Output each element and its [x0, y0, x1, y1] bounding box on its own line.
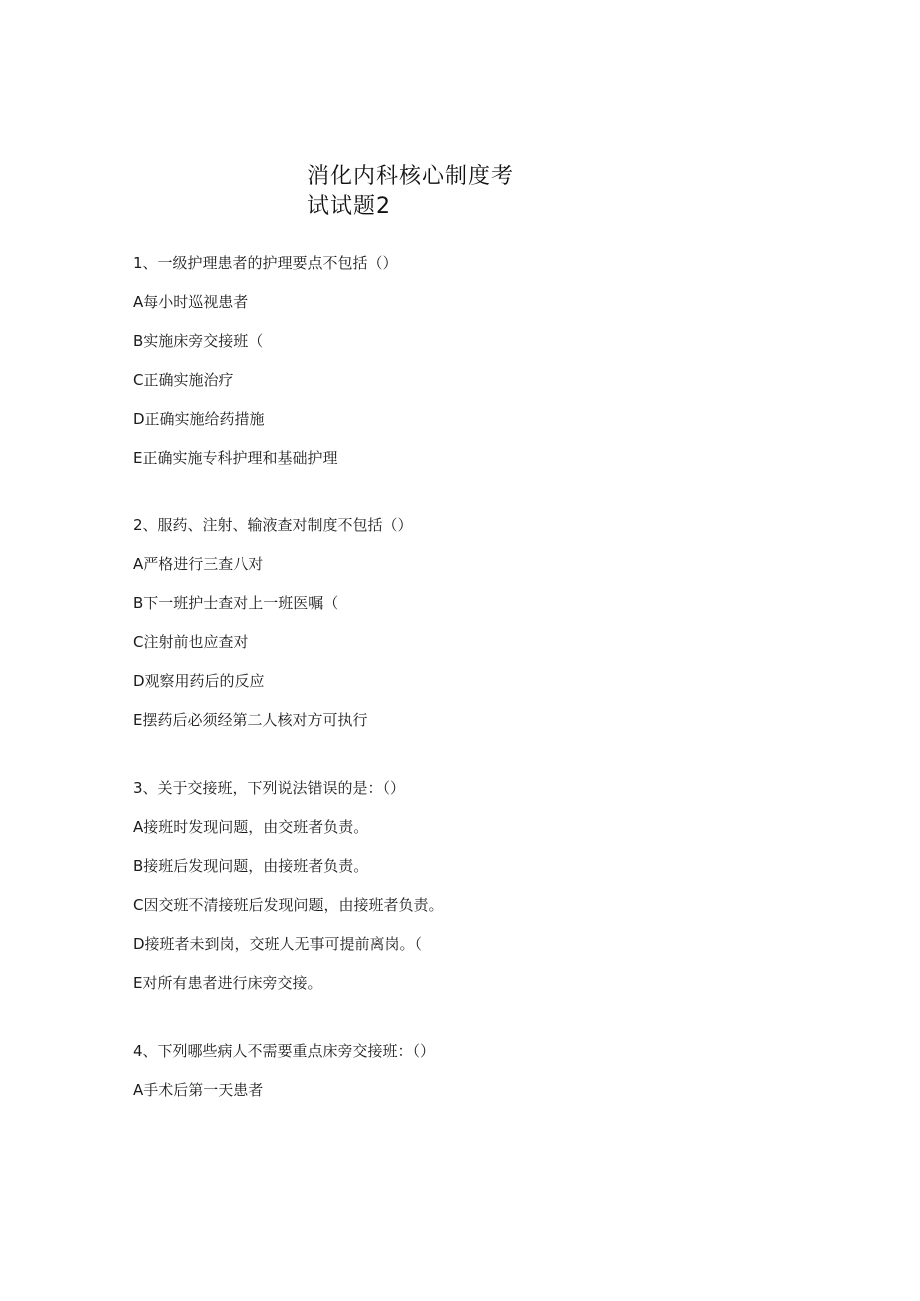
question-3-option-e: E对所有患者进行床旁交接。	[133, 974, 323, 992]
question-1-text: 1、一级护理患者的护理要点不包括（）	[133, 254, 398, 272]
question-1	[133, 253, 853, 468]
question-3-option-a: A接班时发现问题，由交班者负责。	[133, 818, 369, 836]
question-3	[133, 778, 853, 993]
question-1-option-e: E正确实施专科护理和基础护理	[133, 449, 338, 467]
question-3-option-b: B接班后发现问题，由接班者负责。	[133, 857, 369, 875]
question-4	[133, 1041, 853, 1100]
page-title-line-2: 试试题2	[307, 194, 391, 219]
question-2-option-b: B下一班护士查对上一班医嘱（	[133, 594, 339, 612]
question-4-option-a: A手术后第一天患者	[133, 1081, 264, 1099]
question-2-option-c: C注射前也应查对	[133, 633, 249, 651]
question-3-option-d: D接班者未到岗，交班人无事可提前离岗。（	[133, 935, 423, 953]
page-title-line-1: 消化内科核心制度考	[307, 164, 515, 189]
question-1-option-c: C正确实施治疗	[133, 371, 234, 389]
question-4-text: 4、下列哪些病人不需要重点床旁交接班：（）	[133, 1042, 436, 1060]
question-1-option-b: B实施床旁交接班（	[133, 332, 264, 350]
question-1-option-d: D正确实施给药措施	[133, 410, 265, 428]
question-2-text: 2、服药、注射、输液查对制度不包括（）	[133, 516, 413, 534]
question-3-text: 3、关于交接班，下列说法错误的是：（）	[133, 779, 406, 797]
question-2	[133, 515, 853, 730]
question-2-option-a: A严格进行三查八对	[133, 555, 264, 573]
question-3-option-c: C因交班不清接班后发现问题，由接班者负责。	[133, 896, 444, 914]
page-title	[307, 162, 537, 222]
question-2-option-e: E摆药后必须经第二人核对方可执行	[133, 711, 368, 729]
question-2-option-d: D观察用药后的反应	[133, 672, 265, 690]
question-1-option-a: A每小时巡视患者	[133, 293, 249, 311]
